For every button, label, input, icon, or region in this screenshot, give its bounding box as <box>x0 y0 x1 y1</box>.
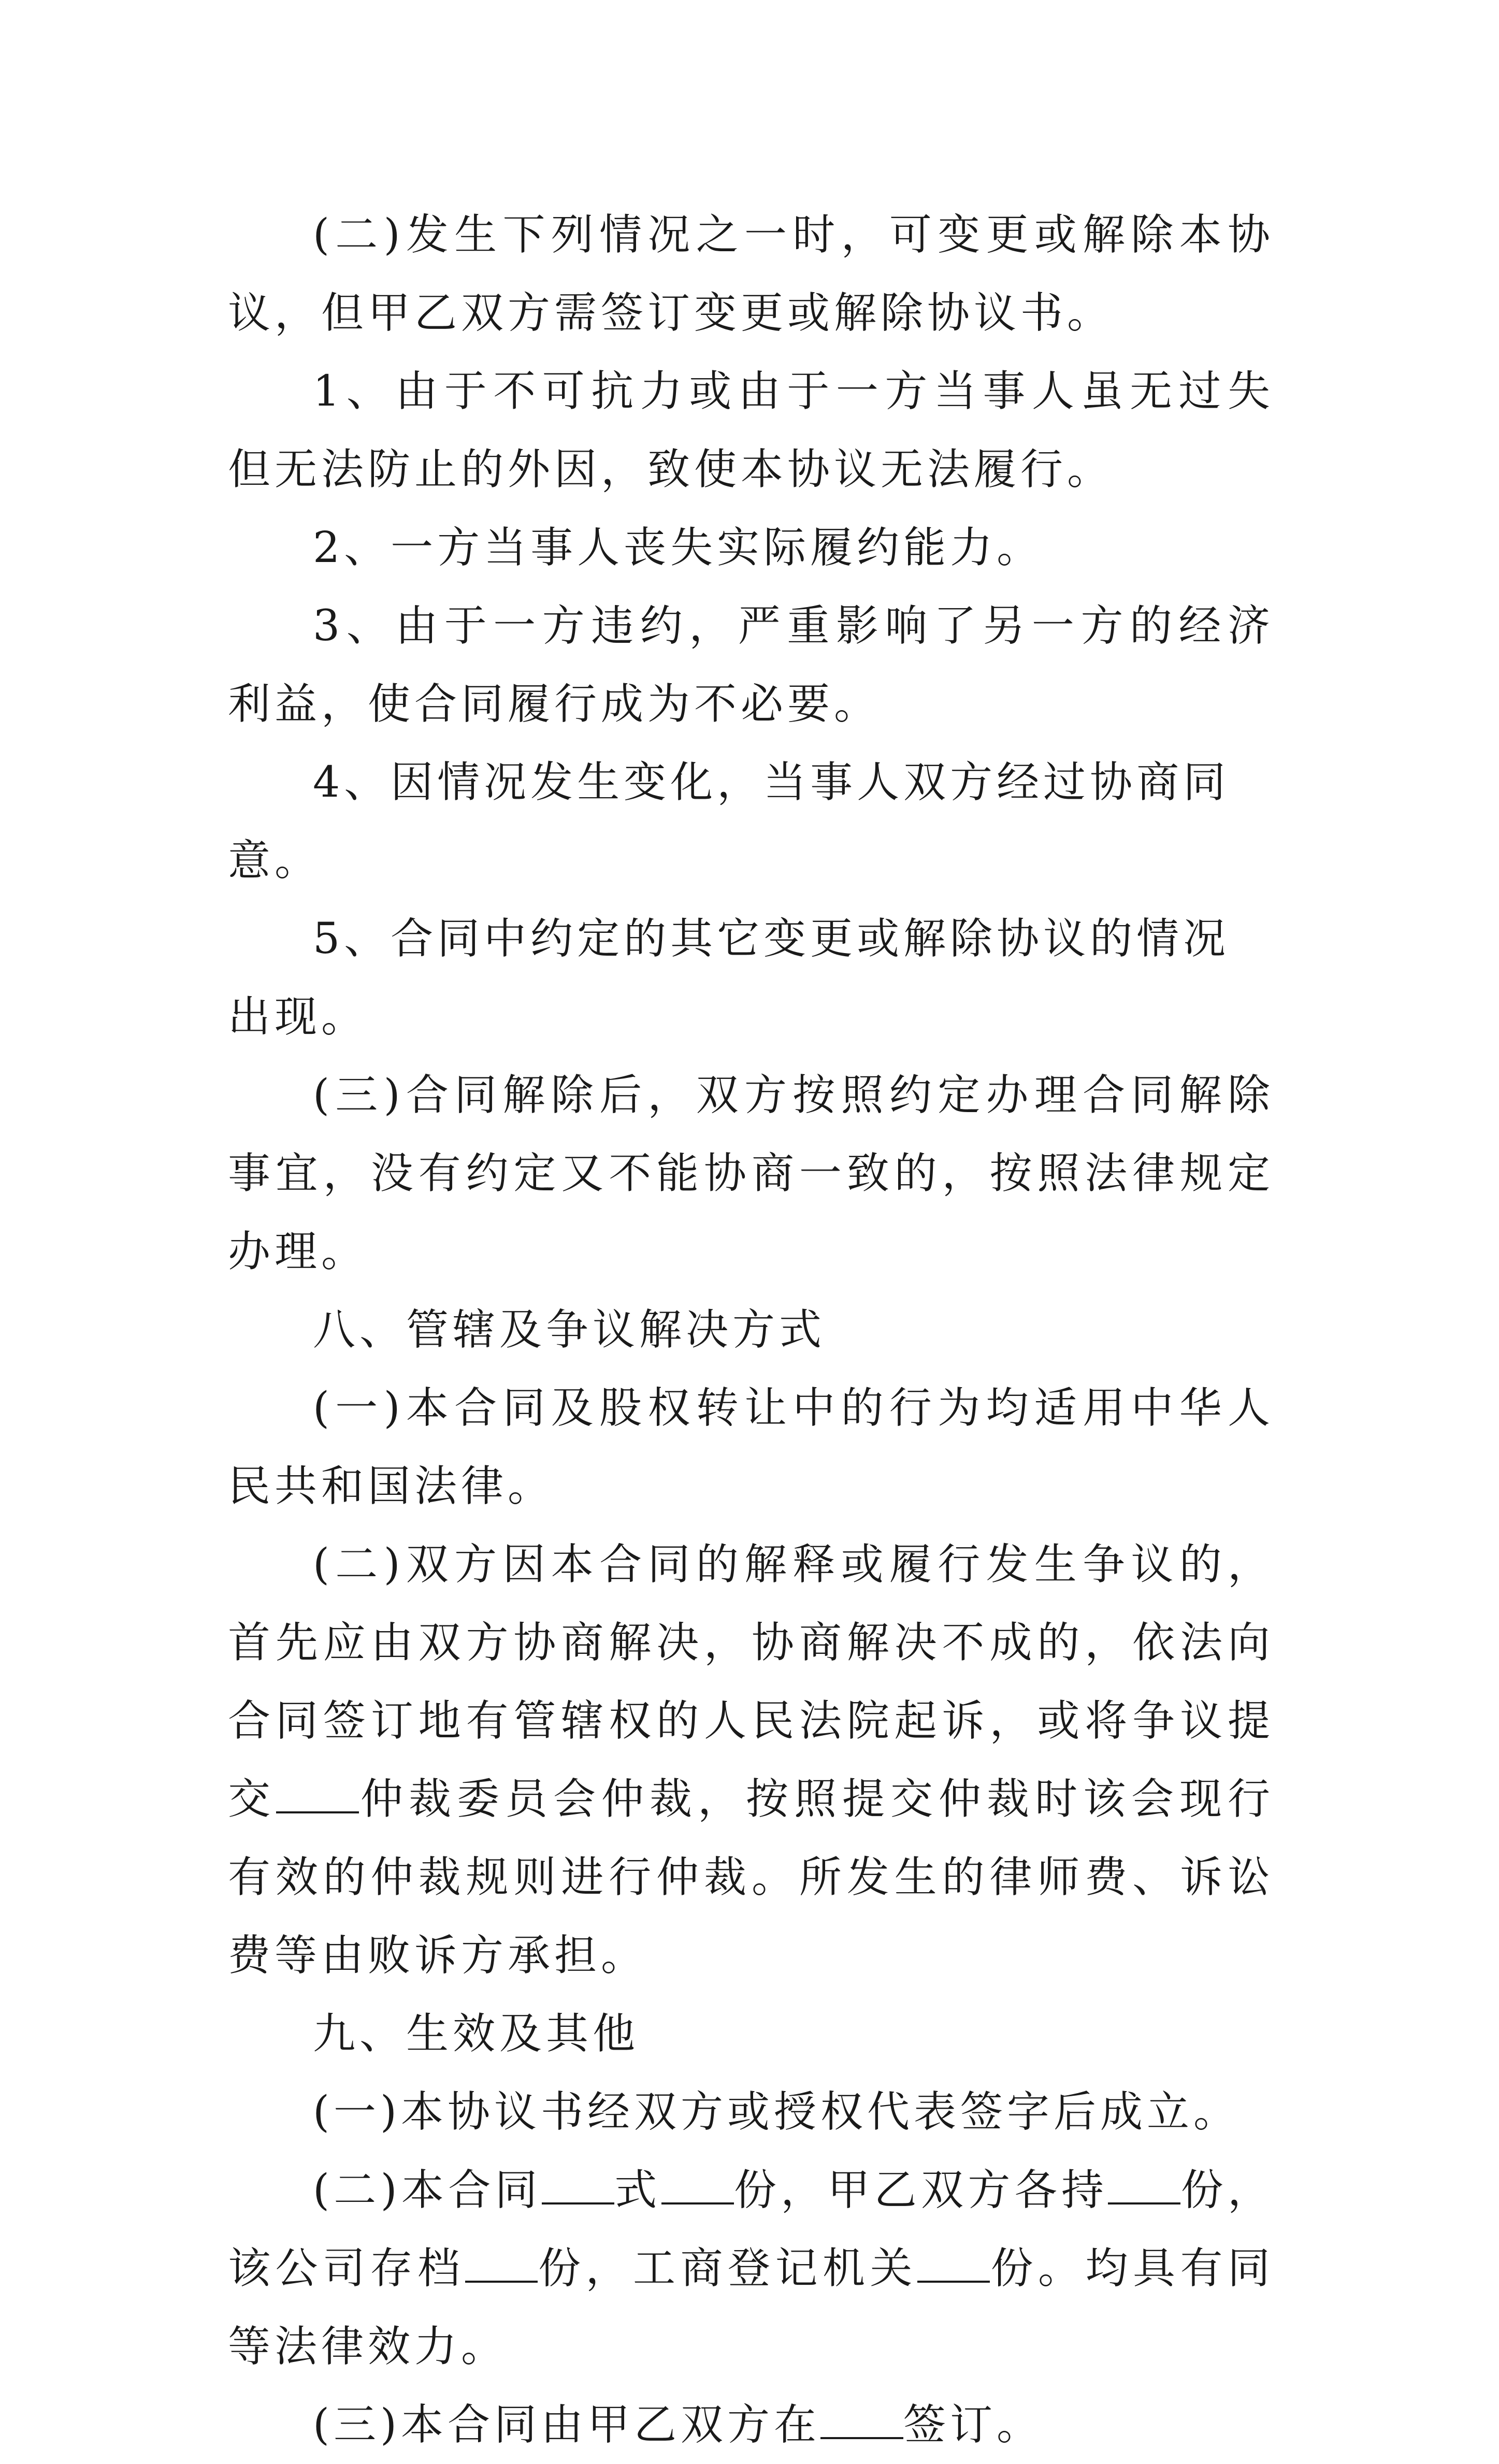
paragraph-mutual-consent: 4、因情况发生变化，当事人双方经过协商同意。 <box>228 758 1230 885</box>
signing-place-blank <box>820 2397 903 2439</box>
paragraph-force-majeure: 1、由于不可抗力或由于一方当事人虽无过失但无法防止的外因，致使本协议无法履行。 <box>228 367 1274 494</box>
paragraph-copies <box>228 2151 1274 2386</box>
copies-blank-registry <box>917 2240 990 2283</box>
paragraph-signature-effect: (一)本协议书经双方或授权代表签字后成立。 <box>313 2087 1240 2137</box>
copies-text-2: 式 <box>614 2166 661 2215</box>
paragraph-capacity-loss: 2、一方当事人丧失实际履约能力。 <box>313 523 1044 572</box>
paragraph-signing-place <box>228 2386 1274 2464</box>
signing-text-before: (三)本合同由甲乙双方在 <box>313 2400 820 2449</box>
copies-blank-company <box>465 2240 538 2283</box>
arbitration-blank <box>276 1771 359 1813</box>
copies-text-1: (二)本合同 <box>313 2166 542 2215</box>
paragraph-termination-handling: (三)合同解除后，双方按照约定办理合同解除事宜，没有约定又不能协商一致的，按照法律规定办理。 <box>228 1071 1274 1276</box>
section-heading-jurisdiction: 八、管辖及争议解决方式 <box>313 1305 826 1355</box>
paragraph-dispute-resolution <box>228 1525 1274 1995</box>
copies-text-5: 份，工商登记机关 <box>537 2244 917 2293</box>
dispute-text-before: (二)双方因本合同的解释或履行发生争议的，首先应由双方协商解决，协商解决不成的，依法向合同签订地有管辖权的人民法院起诉，或将争议提交 <box>228 1540 1274 1824</box>
dispute-text-after: 仲裁委员会仲裁，按照提交仲裁时该会现行有效的仲裁规则进行仲裁。所发生的律师费、诉讼费等由败诉方承担。 <box>228 1775 1274 1980</box>
copies-blank-format <box>542 2162 614 2204</box>
copies-blank-each-party <box>1108 2162 1180 2204</box>
paragraph-modification-conditions: (二)发生下列情况之一时，可变更或解除本协议，但甲乙双方需签订变更或解除协议书。 <box>228 210 1274 338</box>
section-heading-effectiveness: 九、生效及其他 <box>313 2009 640 2058</box>
paragraph-governing-law: (一)本合同及股权转让中的行为均适用中华人民共和国法律。 <box>228 1384 1274 1511</box>
paragraph-other-conditions: 5、合同中约定的其它变更或解除协议的情况出现。 <box>228 914 1230 1042</box>
copies-blank-total <box>661 2162 734 2204</box>
copies-text-4: 份，该公司存档 <box>228 2166 1274 2293</box>
document-body <box>228 196 1274 2464</box>
copies-text-6: 份。均具有同等法律效力。 <box>228 2244 1274 2371</box>
paragraph-breach: 3、由于一方违约，严重影响了另一方的经济利益，使合同履行成为不必要。 <box>228 601 1274 729</box>
signing-text-after: 签订。 <box>903 2400 1043 2449</box>
copies-text-3: 份，甲乙双方各持 <box>733 2166 1108 2215</box>
